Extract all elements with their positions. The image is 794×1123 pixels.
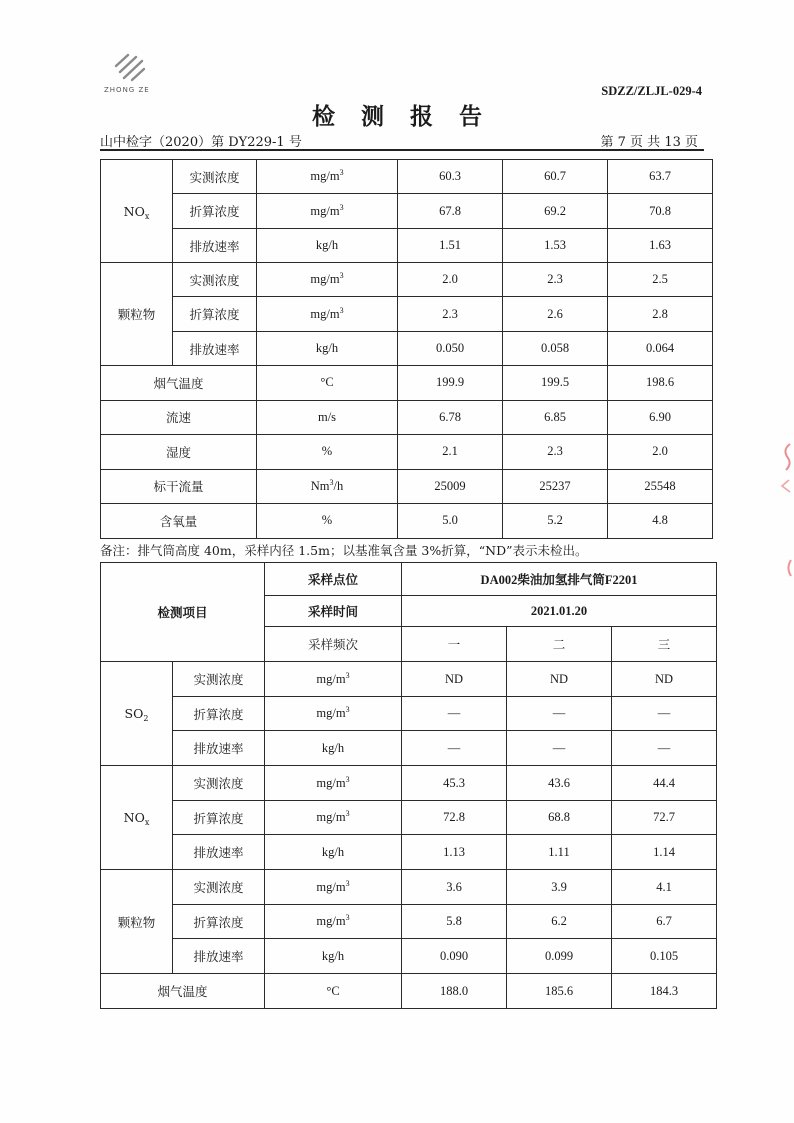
unit-text: mg/m: [316, 810, 346, 824]
value-cell-3: 63.7: [608, 160, 713, 194]
value-cell-1: 1.13: [402, 835, 507, 870]
table-row: [101, 974, 717, 1009]
unit-cell: [265, 905, 402, 939]
unit-text: mg/m: [310, 203, 340, 218]
value-cell-3: 6.7: [612, 905, 717, 939]
table-row: [101, 835, 717, 870]
unit-cell: [265, 766, 402, 801]
unit-text: °C: [320, 375, 334, 390]
unit-text: %: [321, 513, 333, 528]
logo-text: ZHONG ZE: [104, 86, 150, 94]
table-row: [101, 662, 717, 697]
unit-cell: [265, 870, 402, 905]
item-name: 烟气温度: [101, 974, 265, 1009]
item-name: 湿度: [101, 435, 257, 470]
table-row: [101, 435, 713, 470]
unit-cell: [257, 435, 398, 470]
unit-cell: [257, 160, 398, 194]
table-row: [101, 504, 713, 539]
unit-superscript: 3: [339, 305, 344, 315]
value-cell-3: 184.3: [612, 974, 717, 1009]
sampling-point-label: 采样点位: [265, 563, 402, 596]
seal-stamp-fragment: [776, 440, 794, 580]
item-name: 排放速率: [173, 731, 265, 766]
table-row: [101, 905, 717, 939]
value-cell-1: —: [402, 697, 507, 731]
unit-tail: /h: [333, 478, 344, 493]
page-info: 第 7 页 共 13 页: [600, 135, 698, 150]
logo-mark-icon: [110, 52, 148, 84]
pollutant-name: [101, 263, 173, 366]
sampling-time-label: 采样时间: [265, 596, 402, 627]
value-cell-2: 60.7: [503, 160, 608, 194]
table-row: [101, 229, 713, 263]
unit-text: mg/m: [310, 272, 340, 286]
value-cell-2: 185.6: [507, 974, 612, 1009]
unit-cell: [257, 400, 398, 435]
value-cell-3: 2.8: [608, 297, 713, 332]
pollutant-name: [101, 870, 173, 974]
unit-cell: [265, 939, 402, 974]
sampling-time-value: 2021.01.20: [402, 596, 717, 627]
unit-superscript: 3: [339, 271, 344, 280]
pollutant-name: [101, 160, 173, 263]
unit-text: °C: [326, 983, 340, 998]
value-cell-2: 0.058: [503, 332, 608, 366]
value-cell-2: 2.3: [503, 263, 608, 297]
unit-text: mg/m: [316, 671, 346, 686]
unit-superscript: 3: [345, 913, 350, 922]
unit-cell: [257, 469, 398, 504]
table-row: [101, 469, 713, 504]
unit-superscript: 3: [345, 705, 350, 714]
unit-cell: [257, 263, 398, 297]
item-name: 折算浓度: [173, 697, 265, 731]
unit-superscript: 3: [345, 809, 350, 818]
unit-text: mg/m: [316, 775, 346, 790]
value-cell-3: 2.0: [608, 435, 713, 470]
unit-cell: [265, 697, 402, 731]
value-cell-3: 0.105: [612, 939, 717, 974]
unit-text: mg/m: [316, 879, 346, 894]
unit-superscript: 3: [345, 670, 350, 680]
value-cell-1: 2.0: [398, 263, 503, 297]
value-cell-1: 60.3: [398, 160, 503, 194]
value-cell-3: 70.8: [608, 194, 713, 229]
value-cell-3: 1.14: [612, 835, 717, 870]
table-row: [101, 263, 713, 297]
unit-text: kg/h: [321, 948, 345, 963]
value-cell-1: 5.0: [398, 504, 503, 539]
value-cell-1: 3.6: [402, 870, 507, 905]
frequency-1: 一: [402, 627, 507, 662]
pollutant-name-text: NO: [123, 203, 145, 219]
value-cell-3: 198.6: [608, 366, 713, 401]
unit-cell: [257, 504, 398, 539]
table-row: [101, 297, 713, 332]
item-name: 标干流量: [101, 469, 257, 504]
unit-text: mg/m: [310, 169, 340, 183]
unit-text: kg/h: [315, 238, 339, 252]
value-cell-2: 1.11: [507, 835, 612, 870]
table-row: [101, 697, 717, 731]
unit-text: kg/h: [321, 844, 345, 859]
table-row: [101, 801, 717, 835]
results-table-continued: [100, 159, 713, 539]
value-cell-2: 2.6: [503, 297, 608, 332]
unit-text: mg/m: [316, 706, 346, 720]
item-name: 排放速率: [173, 229, 257, 263]
pollutant-name: [101, 662, 173, 766]
unit-text: mg/m: [316, 914, 346, 928]
value-cell-1: 72.8: [402, 801, 507, 835]
value-cell-3: 4.8: [608, 504, 713, 539]
value-cell-1: 0.050: [398, 332, 503, 366]
unit-cell: [265, 974, 402, 1009]
value-cell-1: 5.8: [402, 905, 507, 939]
item-name: 实测浓度: [173, 870, 265, 905]
value-cell-2: 43.6: [507, 766, 612, 801]
report-id: 山中检字（2020）第 DY229-1 号: [100, 135, 302, 150]
value-cell-2: ND: [507, 662, 612, 697]
value-cell-3: 4.1: [612, 870, 717, 905]
pollutant-name-text: 颗粒物: [117, 914, 156, 930]
unit-cell: [265, 662, 402, 697]
table-row: [101, 766, 717, 801]
value-cell-3: 25548: [608, 469, 713, 504]
value-cell-2: 199.5: [503, 366, 608, 401]
table-note: 备注：排气筒高度 40m，采样内径 1.5m；以基准氧含量 3%折算，“ND”表示未检出。: [100, 543, 588, 558]
value-cell-2: —: [507, 697, 612, 731]
item-name: 实测浓度: [173, 766, 265, 801]
item-name: 实测浓度: [173, 662, 265, 697]
value-cell-3: ND: [612, 662, 717, 697]
item-name: 折算浓度: [173, 905, 265, 939]
table-row: [101, 870, 717, 905]
value-cell-1: 45.3: [402, 766, 507, 801]
item-name: 折算浓度: [173, 297, 257, 332]
pollutant-name-subscript: x: [144, 818, 150, 827]
unit-text: Nm: [310, 478, 330, 493]
value-cell-2: 68.8: [507, 801, 612, 835]
unit-cell: [257, 297, 398, 332]
item-name: 流速: [101, 400, 257, 435]
value-cell-2: 6.2: [507, 905, 612, 939]
unit-superscript: 3: [339, 202, 344, 212]
value-cell-2: 69.2: [503, 194, 608, 229]
sampling-point-value: DA002柴油加氢排气筒F2201: [402, 563, 717, 596]
value-cell-1: 188.0: [402, 974, 507, 1009]
company-logo: [100, 52, 160, 100]
value-cell-2: 0.099: [507, 939, 612, 974]
item-name: 排放速率: [173, 939, 265, 974]
frequency-2: 二: [507, 627, 612, 662]
value-cell-1: 1.51: [398, 229, 503, 263]
unit-cell: [257, 366, 398, 401]
value-cell-1: 2.1: [398, 435, 503, 470]
value-cell-1: 2.3: [398, 297, 503, 332]
value-cell-1: —: [402, 731, 507, 766]
table-row: [101, 160, 713, 194]
item-name: 折算浓度: [173, 194, 257, 229]
unit-cell: [257, 229, 398, 263]
unit-cell: [265, 731, 402, 766]
pollutant-name-text: 颗粒物: [117, 307, 156, 322]
frequency-3: 三: [612, 627, 717, 662]
value-cell-3: 1.63: [608, 229, 713, 263]
value-cell-1: 25009: [398, 469, 503, 504]
report-info-line: [100, 131, 704, 151]
value-cell-3: 2.5: [608, 263, 713, 297]
value-cell-1: 6.78: [398, 400, 503, 435]
table-row: [101, 939, 717, 974]
value-cell-3: —: [612, 731, 717, 766]
value-cell-3: 44.4: [612, 766, 717, 801]
value-cell-3: 6.90: [608, 400, 713, 435]
value-cell-2: 3.9: [507, 870, 612, 905]
unit-superscript: 3: [339, 168, 344, 177]
item-name: 实测浓度: [173, 160, 257, 194]
pollutant-name: [101, 766, 173, 870]
item-name: 含氧量: [101, 504, 257, 539]
pollutant-name-text: NO: [123, 810, 145, 825]
unit-cell: [257, 194, 398, 229]
detection-item-header: 检测项目: [101, 563, 265, 662]
pollutant-name-text: SO: [124, 706, 144, 721]
value-cell-1: 199.9: [398, 366, 503, 401]
value-cell-3: 0.064: [608, 332, 713, 366]
table-row: [101, 194, 713, 229]
value-cell-2: —: [507, 731, 612, 766]
unit-text: m/s: [317, 409, 337, 424]
table-row: [101, 731, 717, 766]
table-row: [101, 332, 713, 366]
unit-cell: [257, 332, 398, 366]
unit-cell: [265, 835, 402, 870]
sampling-frequency-label: 采样频次: [265, 627, 402, 662]
item-name: 烟气温度: [101, 366, 257, 401]
value-cell-1: 67.8: [398, 194, 503, 229]
unit-text: kg/h: [315, 341, 339, 355]
page-title: 检测报告: [312, 103, 508, 130]
unit-superscript: 3: [345, 878, 350, 888]
unit-text: %: [321, 444, 333, 459]
unit-superscript: 3: [345, 774, 350, 784]
document-number: SDZZ/ZLJL-029-4: [601, 84, 702, 98]
value-cell-3: —: [612, 697, 717, 731]
item-name: 实测浓度: [173, 263, 257, 297]
value-cell-2: 6.85: [503, 400, 608, 435]
results-table-da002: [100, 562, 717, 1009]
value-cell-2: 5.2: [503, 504, 608, 539]
pollutant-name-subscript: 2: [143, 714, 149, 723]
value-cell-2: 2.3: [503, 435, 608, 470]
value-cell-1: ND: [402, 662, 507, 697]
value-cell-2: 25237: [503, 469, 608, 504]
item-name: 排放速率: [173, 835, 265, 870]
unit-superscript: 3: [329, 477, 334, 487]
value-cell-3: 72.7: [612, 801, 717, 835]
unit-cell: [265, 801, 402, 835]
value-cell-2: 1.53: [503, 229, 608, 263]
value-cell-1: 0.090: [402, 939, 507, 974]
table-row: [101, 400, 713, 435]
unit-text: mg/m: [310, 306, 340, 321]
item-name: 折算浓度: [173, 801, 265, 835]
pollutant-name-subscript: x: [144, 211, 150, 221]
item-name: 排放速率: [173, 332, 257, 366]
table-row: [101, 366, 713, 401]
unit-text: kg/h: [321, 740, 345, 755]
